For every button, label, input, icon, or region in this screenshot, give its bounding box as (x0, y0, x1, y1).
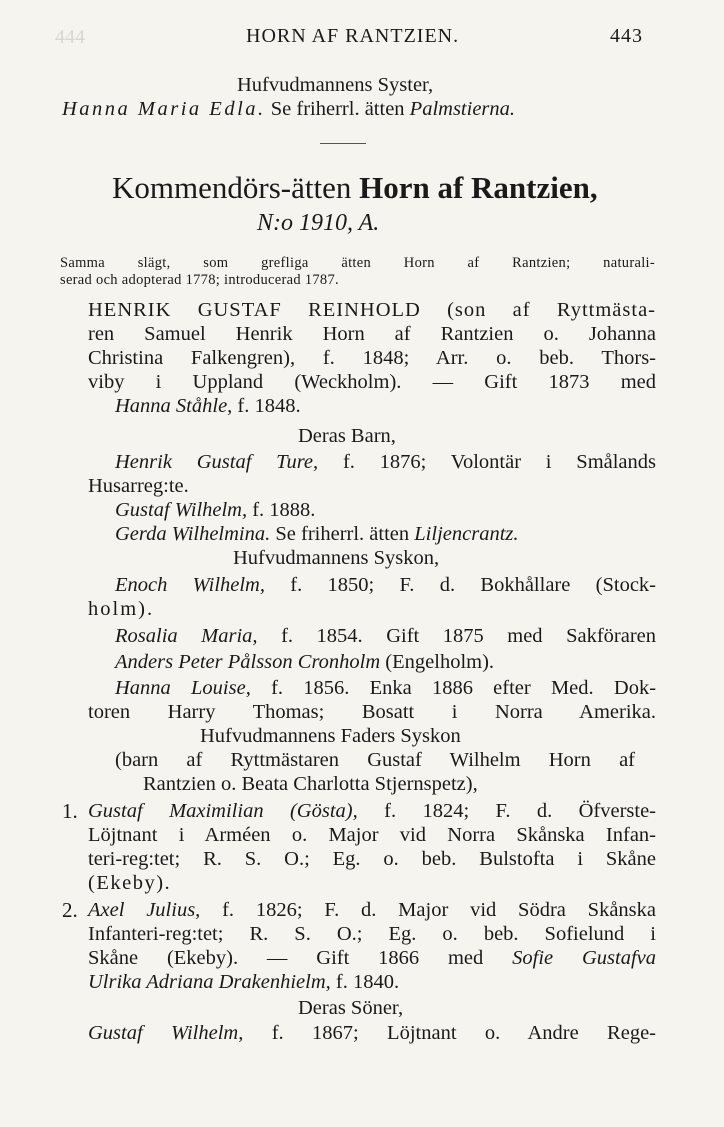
entry-2-number: 2. (62, 898, 78, 922)
head-line-1: HENRIK GUSTAF REINHOLD (son af Ryttmästa- (88, 299, 656, 321)
separator-rule (320, 143, 366, 144)
sibling-3: Hanna Louise, f. 1856. Enka 1886 efter Med. Dok- (115, 677, 657, 699)
head-line-2: ren Samuel Henrik Horn af Rantzien o. Johanna (88, 323, 656, 345)
entry-1-line-3: teri-reg:tet; R. S. O.; Eg. o. beb. Bulstofta i Skåne (88, 848, 656, 870)
entry-1-number: 1. (62, 799, 78, 823)
entry-2-line-2: Infanteri-reg:tet; R. S. O.; Eg. o. beb. Sofielund i (88, 923, 656, 945)
sons-heading: Deras Söner, (298, 997, 404, 1019)
family-title: Kommendörs-ätten Horn af Rantzien, (112, 170, 598, 205)
sister-entry: Hanna Maria Edla. Se friherrl. ätten Palmstierna. (62, 98, 516, 120)
family-intro-line-1: Samma slägt, som grefliga ätten Horn af Rantzien; naturali- (60, 255, 655, 271)
fathers-siblings-line-2: (barn af Ryttmästaren Gustaf Wilhelm Horn af (115, 749, 635, 771)
siblings-heading: Hufvudmannens Syskon, (233, 547, 440, 569)
child-1-line-2: Husarreg:te. (88, 475, 189, 497)
child-3: Gerda Wilhelmina. Se friherrl. ätten Liljencrantz. (115, 523, 519, 545)
bleed-through-page-number: 444 (55, 26, 85, 48)
family-number: N:o 1910, A. (257, 210, 380, 236)
entry-1-line-4: (Ekeby). (88, 872, 172, 894)
head-line-3: Christina Falkengren), f. 1848; Arr. o. beb. Thors- (88, 347, 656, 369)
sibling-1: Enoch Wilhelm, f. 1850; F. d. Bokhållare (Stock- (115, 574, 656, 596)
children-heading: Deras Barn, (298, 425, 396, 447)
entry-1-line-2: Löjtnant i Arméen o. Major vid Norra Skånska Infan- (88, 824, 656, 846)
entry-1: Gustaf Maximilian (Gösta), f. 1824; F. d. Öfverste- (88, 800, 656, 822)
entry-2-line-3: Skåne (Ekeby). — Gift 1866 med Sofie Gustafva (88, 947, 656, 969)
fathers-siblings-heading: Hufvudmannens Faders Syskon (200, 725, 461, 747)
sibling-2: Rosalia Maria, f. 1854. Gift 1875 med Sakföraren (115, 625, 656, 647)
sibling-2-line-2: Anders Peter Pålsson Cronholm (Engelholm). (115, 651, 495, 673)
sibling-1-line-2: holm). (88, 598, 155, 620)
page-number: 443 (610, 25, 643, 47)
child-1: Henrik Gustaf Ture, f. 1876; Volontär i Smålands (115, 451, 657, 473)
entry-2: Axel Julius, f. 1826; F. d. Major vid Södra Skånska (88, 899, 657, 921)
running-header: HORN AF RANTZIEN. (246, 25, 460, 47)
entry-2-line-4: Ulrika Adriana Drakenhielm, f. 1840. (88, 971, 400, 993)
family-intro-line-2: serad och adopterad 1778; introducerad 1787. (60, 272, 339, 288)
son-entry: Gustaf Wilhelm, f. 1867; Löjtnant o. Andre Rege- (88, 1022, 657, 1044)
head-line-4: viby i Uppland (Weckholm). — Gift 1873 med (88, 371, 656, 393)
child-2: Gustaf Wilhelm, f. 1888. (115, 499, 316, 521)
fathers-siblings-line-3: Rantzien o. Beata Charlotta Stjernspetz), (143, 773, 478, 795)
sister-heading: Hufvudmannens Syster, (237, 74, 434, 96)
head-wife: Hanna Ståhle, f. 1848. (115, 395, 301, 417)
sibling-3-line-2: toren Harry Thomas; Bosatt i Norra Amerika. (88, 701, 656, 723)
